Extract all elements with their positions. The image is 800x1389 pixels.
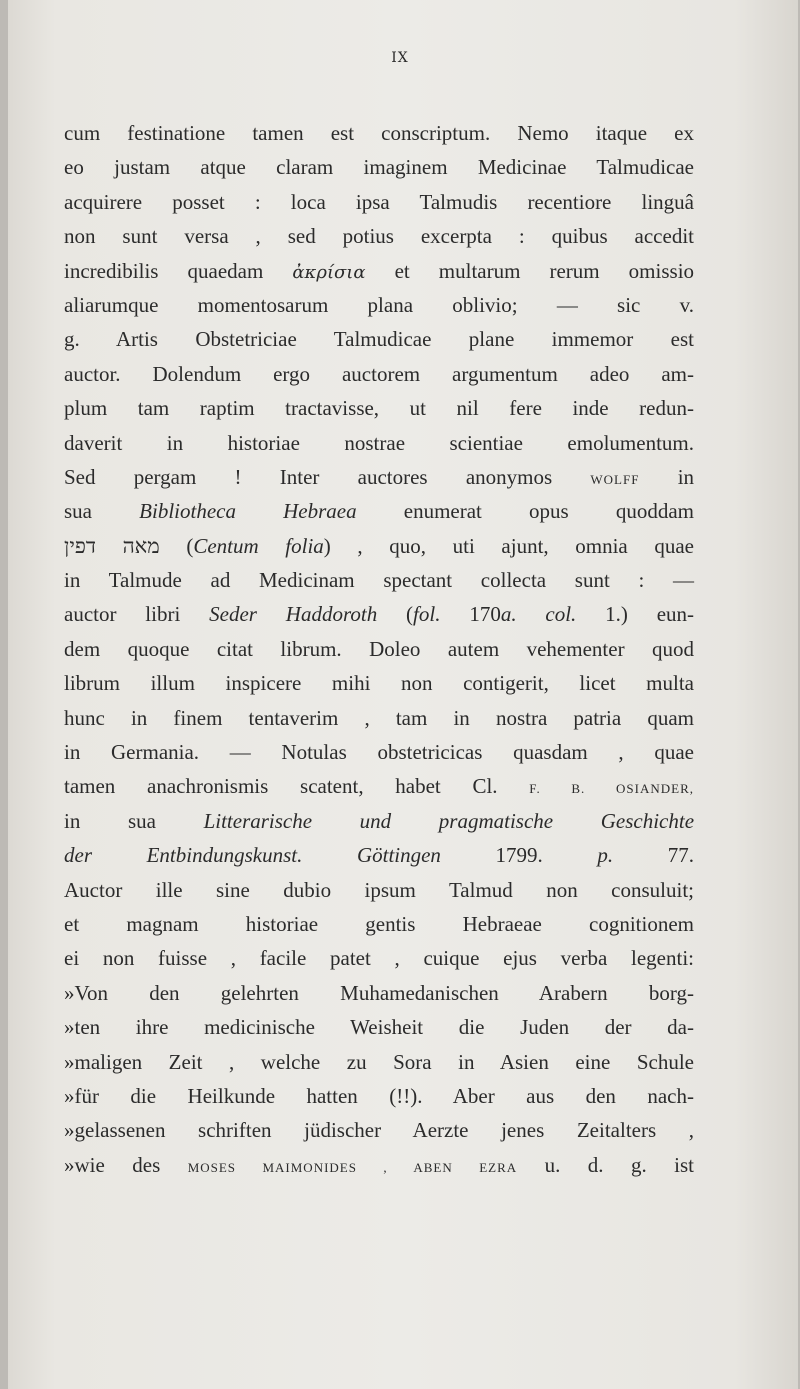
text-line-16: dem quoque citat librum. Doleo autem vehementer quod — [64, 636, 694, 661]
book-title: Seder Haddoroth — [209, 602, 378, 627]
book-title-latin: Centum folia — [193, 533, 324, 558]
page-body — [64, 116, 694, 1182]
text-line-8: auctor. Dolendum ergo auctorem argumentum adeo am- — [64, 361, 694, 386]
text-line-27: »ten ihre medicinische Weisheit die Juden der da- — [64, 1015, 694, 1040]
text-line-2: eo justam atque claram imaginem Medicinae Talmudicae — [64, 155, 694, 180]
text-line-15: auctor libri Seder Haddoroth (fol. 170a. col. 1.) eun- — [64, 602, 695, 627]
text-line-4: non sunt versa , sed potius excerpta : quibus accedit — [64, 224, 694, 249]
author-name: WOLFF — [590, 471, 640, 487]
text-line-24: et magnam historiae gentis Hebraeae cognitionem — [64, 911, 694, 936]
author-name: F. B. OSIANDER, — [529, 781, 694, 797]
text-line-12: sua Bibliotheca Hebraea enumerat opus quoddam — [64, 499, 695, 524]
book-title: Litterarische und pragmatische Geschichte — [203, 808, 695, 833]
greek-word: ἀκρίσια — [292, 261, 366, 283]
hebrew-title: מאה דפין — [64, 533, 160, 558]
text-line-3: acquirere posset : loca ipsa Talmudis recentiore linguâ — [64, 189, 694, 214]
text-line-23: Auctor ille sine dubio ipsum Talmud non consuluit; — [64, 877, 694, 902]
text-line-17: librum illum inspicere mihi non contigerit, licet multa — [64, 671, 694, 696]
author-names: MOSES MAIMONIDES , ABEN EZRA — [187, 1159, 518, 1175]
text-line-22: der Entbindungskunst. Göttingen 1799. p. 77. — [64, 843, 695, 868]
book-title: Bibliotheca Hebraea — [139, 499, 357, 524]
text-line-14: in Talmude ad Medicinam spectant collecta sunt : — — [64, 568, 694, 593]
text-line-5: incredibilis quaedam ἀκρίσια et multarum rerum omissio — [64, 258, 695, 283]
text-line-31: »wie des MOSES MAIMONIDES , ABEN EZRA u. d. g. ist — [64, 1152, 694, 1177]
text-line-1: cum festinatione tamen est conscriptum. Nemo itaque ex — [64, 121, 694, 145]
text-line-28: »maligen Zeit , welche zu Sora in Asien eine Schule — [64, 1049, 694, 1074]
text-line-29: »für die Heilkunde hatten (!!). Aber aus den nach- — [64, 1083, 694, 1108]
text-line-19: in Germania. — Notulas obstetricicas quasdam , quae — [64, 740, 694, 765]
text-line-20: tamen anachronismis scatent, habet Cl. F. B. OSIANDER, — [64, 774, 694, 799]
text-line-18: hunc in finem tentaverim , tam in nostra patria quam — [64, 705, 694, 730]
text-line-26: »Von den gelehrten Muhamedanischen Arabern borg- — [64, 980, 694, 1005]
page-number: IX — [391, 50, 409, 66]
text-line-13: מאה דפין (Centum folia) , quo, uti ajunt, omnia quae — [64, 533, 695, 558]
book-title: der Entbindungskunst. Göttingen — [64, 843, 441, 868]
text-line-10: daverit in historiae nostrae scientiae emolumentum. — [64, 430, 694, 455]
text-line-30: »gelassenen schriften jüdischer Aerzte jenes Zeitalters , — [64, 1118, 694, 1143]
text-line-6: aliarumque momentosarum plana oblivio; — sic v. — [64, 292, 694, 317]
text-line-11: Sed pergam ! Inter auctores anonymos WOLFF in — [64, 464, 695, 489]
text-line-9: plum tam raptim tractavisse, ut nil fere inde redun- — [64, 396, 694, 421]
text-line-7: g. Artis Obstetriciae Talmudicae plane immemor est — [64, 327, 694, 352]
text-line-21: in sua Litterarische und pragmatische Geschichte — [64, 808, 695, 833]
text-line-25: ei non fuisse , facile patet , cuique ejus verba legenti: — [64, 946, 694, 971]
